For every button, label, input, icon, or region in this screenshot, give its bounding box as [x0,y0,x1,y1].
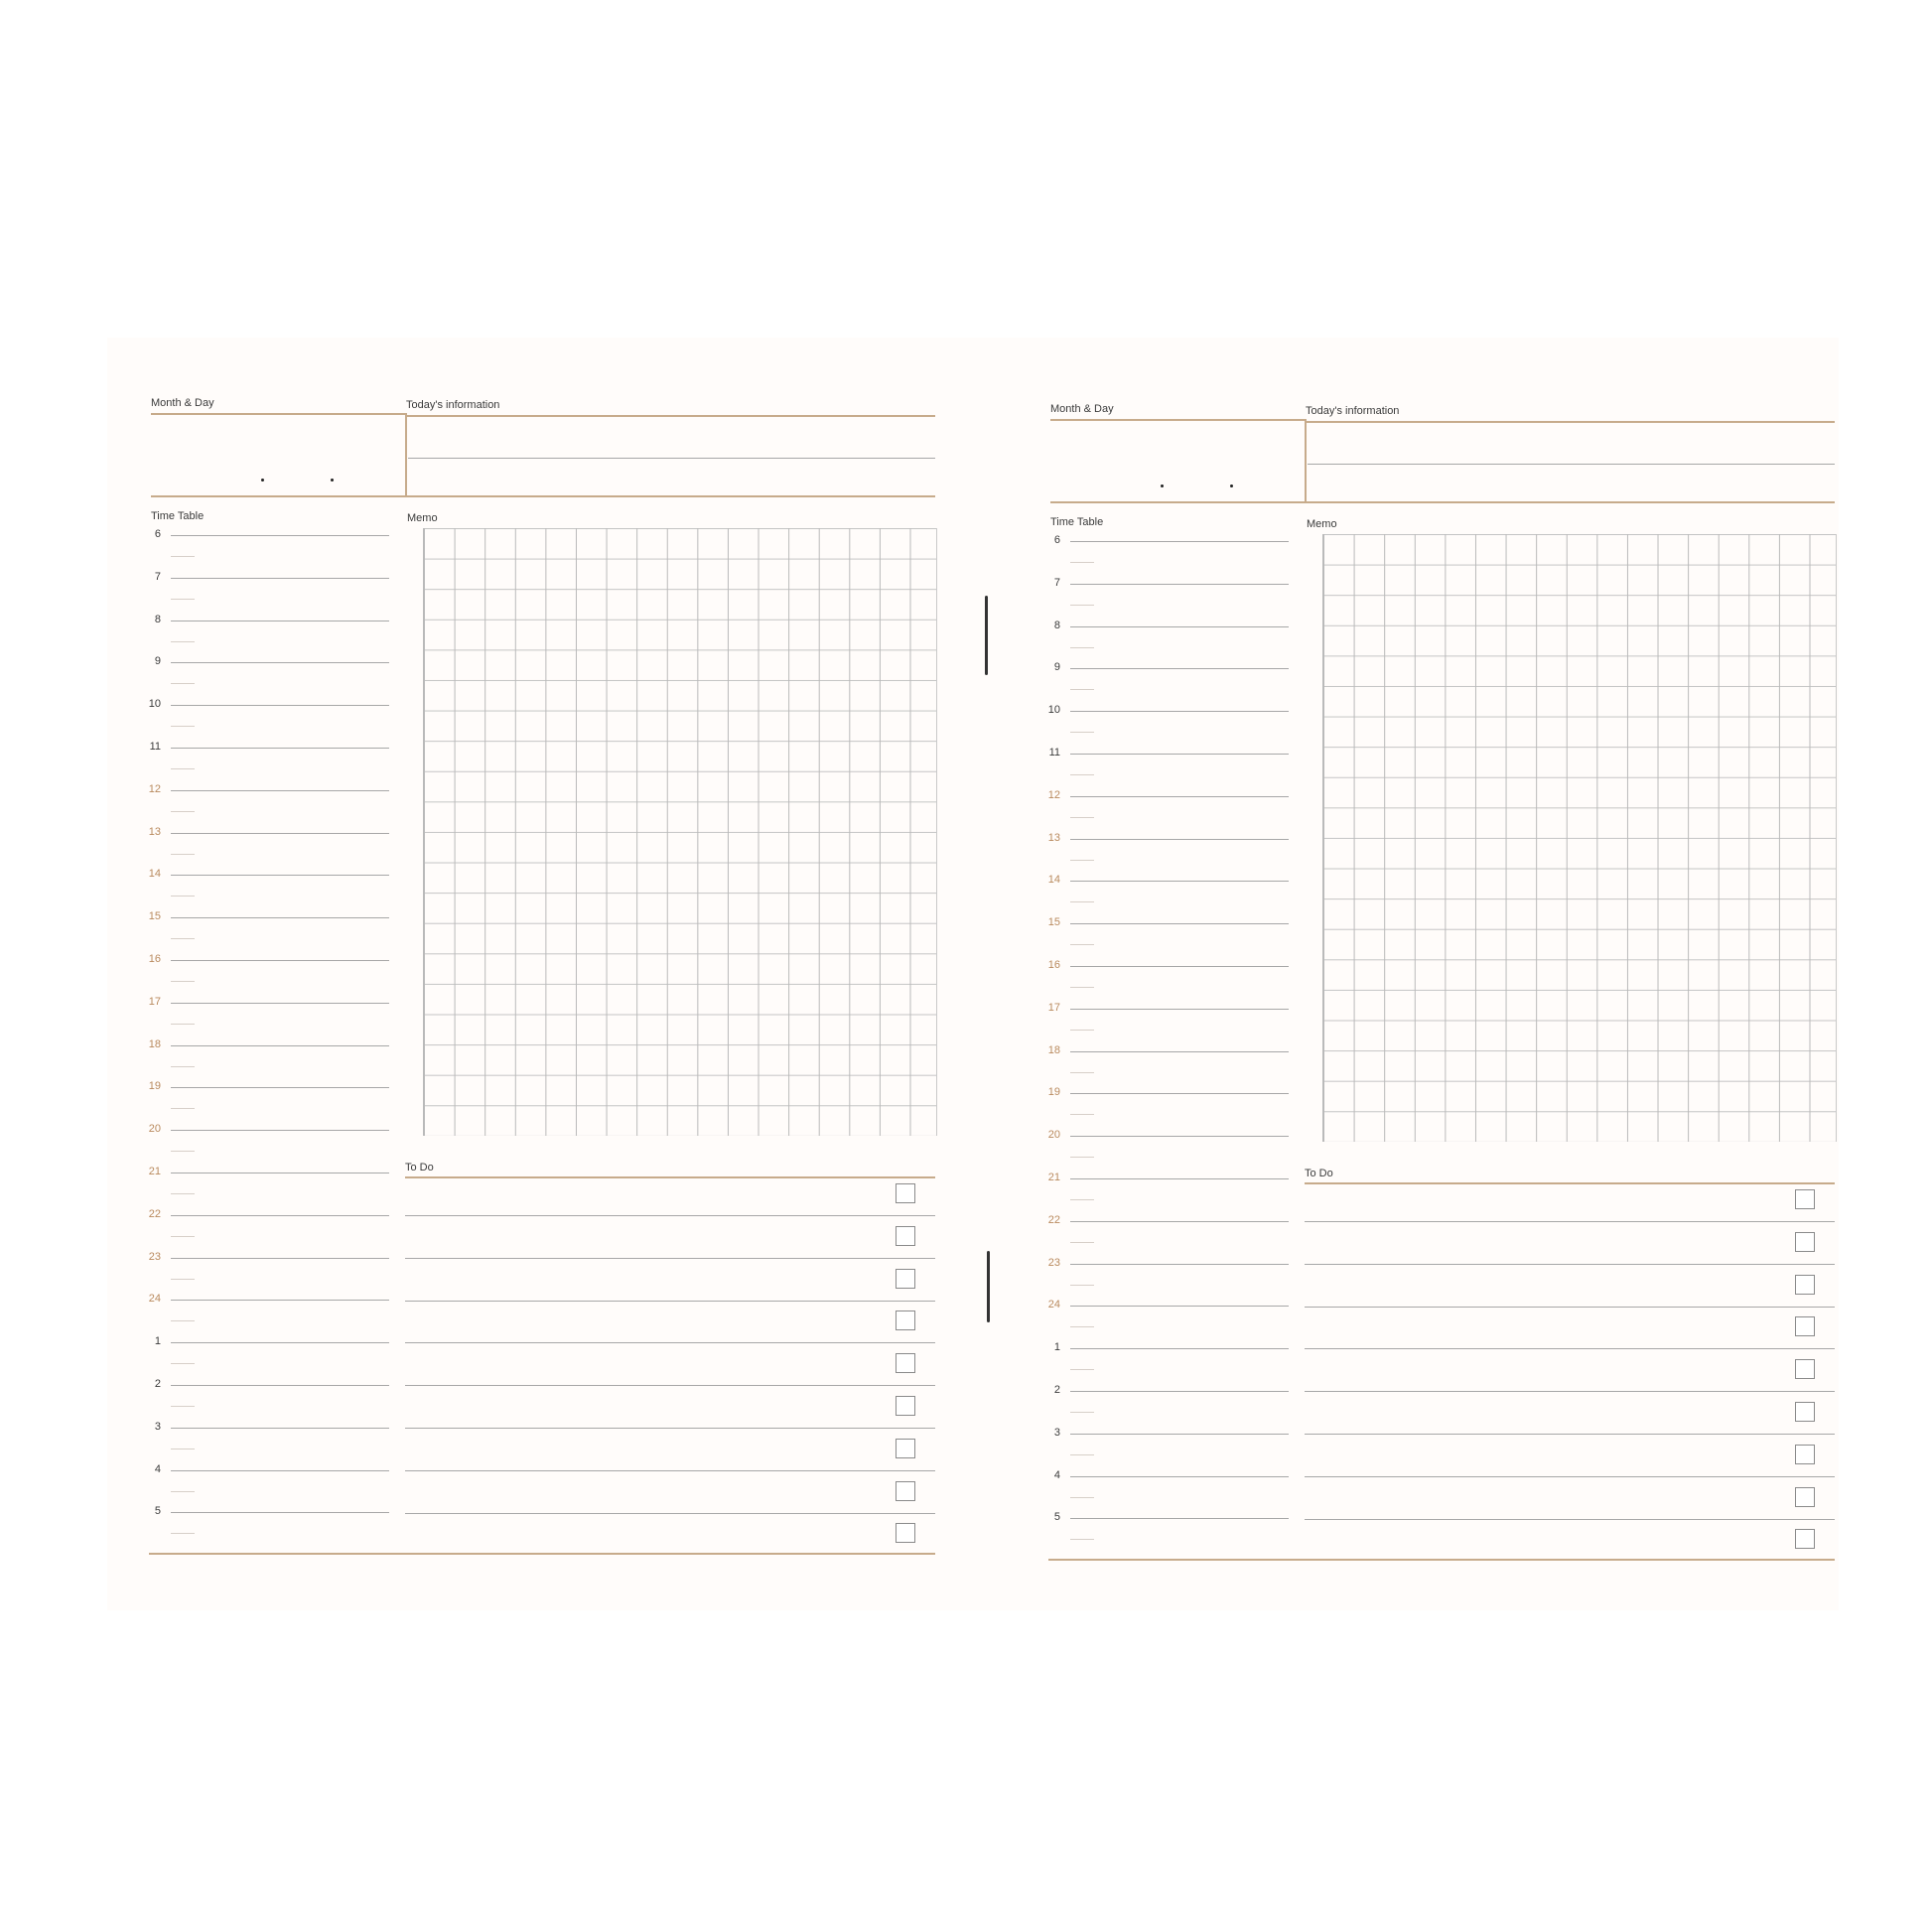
hour-line [1070,711,1289,712]
half-hour-tick [1070,1539,1094,1540]
hour-line [1070,1434,1289,1435]
half-hour-tick [171,1406,195,1407]
hour-label: 22 [148,1207,161,1220]
half-hour-tick [1070,647,1094,648]
hour-label: 19 [148,1080,161,1093]
half-hour-tick [171,1279,195,1280]
todo-checkbox[interactable] [896,1523,915,1543]
hour-label: 2 [154,1378,161,1390]
hour-line [171,1512,389,1513]
half-hour-tick [1070,1497,1094,1498]
hour-line [1070,1391,1289,1392]
half-hour-tick [171,1320,195,1321]
todo-checkbox[interactable] [896,1353,915,1373]
hour-label: 15 [1047,916,1060,929]
time-table-label: Time Table [151,510,205,522]
half-hour-tick [171,556,195,557]
hour-label: 23 [1047,1256,1060,1269]
hour-line [1070,1476,1289,1477]
todo-top-rule [1305,1182,1835,1184]
hour-line [171,960,389,961]
header-divider [405,413,407,496]
todo-label: To Do [1305,1168,1333,1179]
half-hour-tick [1070,1199,1094,1200]
hour-label: 11 [1048,747,1060,759]
hour-label: 13 [1047,831,1060,844]
hour-label: 1 [154,1335,161,1348]
half-hour-tick [1070,860,1094,861]
todo-line[interactable] [405,1258,935,1259]
hour-label: 9 [1053,661,1060,674]
hour-label: 11 [149,741,161,753]
hour-line [1070,1009,1289,1010]
hour-line [1070,923,1289,924]
hour-line [1070,1518,1289,1519]
half-hour-tick [1070,1242,1094,1243]
half-hour-tick [1070,774,1094,775]
half-hour-tick [1070,562,1094,563]
hour-line [171,578,389,579]
todays-info-underline [406,415,935,417]
half-hour-tick [1070,1454,1094,1455]
todo-checkbox[interactable] [1795,1445,1815,1464]
todo-line[interactable] [1305,1476,1835,1477]
half-hour-tick [1070,944,1094,945]
header-divider [1305,419,1307,502]
memo-grid[interactable] [1322,534,1837,1142]
half-hour-tick [171,811,195,812]
hour-line [1070,966,1289,967]
half-hour-tick [1070,1030,1094,1031]
hour-line [1070,1136,1289,1137]
todo-checkbox[interactable] [1795,1487,1815,1507]
memo-grid[interactable] [423,528,937,1136]
half-hour-tick [171,1151,195,1152]
hour-line [1070,626,1289,627]
date-dot-2 [1230,484,1233,487]
hour-label: 19 [1047,1086,1060,1099]
hour-line [171,790,389,791]
half-hour-tick [171,1491,195,1492]
half-hour-tick [171,599,195,600]
hour-label: 20 [1047,1129,1060,1142]
hour-line [1070,1221,1289,1222]
hour-label: 5 [1053,1511,1060,1524]
hour-label: 5 [154,1505,161,1518]
half-hour-tick [171,768,195,769]
hour-line [1070,796,1289,797]
todo-line[interactable] [1305,1221,1835,1222]
hour-label: 4 [1053,1468,1060,1481]
todo-checkbox[interactable] [1795,1189,1815,1209]
hour-label: 21 [1047,1172,1060,1183]
half-hour-tick [1070,1412,1094,1413]
half-hour-tick [1070,1114,1094,1115]
todo-checkbox[interactable] [896,1183,915,1203]
hour-label: 20 [148,1123,161,1136]
hour-label: 14 [148,868,161,881]
hour-line [171,1342,389,1343]
hour-line [171,1428,389,1429]
memo-label: Memo [1307,518,1337,530]
hour-line [171,1385,389,1386]
hour-line [171,662,389,663]
todays-info-line [408,458,935,459]
planner-page-right [1047,403,1845,1676]
hour-label: 6 [154,528,161,540]
hour-label: 17 [148,995,161,1008]
month-day-label: Month & Day [151,397,214,409]
todo-line[interactable] [405,1428,935,1429]
todo-checkbox[interactable] [896,1396,915,1416]
hour-label: 1 [1053,1341,1060,1354]
half-hour-tick [1070,689,1094,690]
todo-line[interactable] [1305,1348,1835,1349]
hour-line [1070,1306,1289,1307]
half-hour-tick [171,896,195,897]
hour-label: 17 [1047,1001,1060,1014]
half-hour-tick [1070,1157,1094,1158]
page-bottom-rule [1048,1559,1835,1561]
hour-line [1070,1348,1289,1349]
half-hour-tick [171,683,195,684]
memo-label: Memo [407,512,438,524]
hour-label: 22 [1047,1213,1060,1226]
date-dot-2 [331,479,334,482]
hour-label: 21 [148,1166,161,1177]
half-hour-tick [171,1236,195,1237]
half-hour-tick [171,1193,195,1194]
todo-line[interactable] [1305,1264,1835,1265]
todo-checkbox[interactable] [896,1311,915,1330]
planner-spread [107,338,1839,1610]
todo-line[interactable] [1305,1307,1835,1308]
hour-line [171,1130,389,1131]
half-hour-tick [171,641,195,642]
hour-label: 7 [1053,576,1060,589]
hour-label: 7 [154,570,161,583]
hour-line [1070,881,1289,882]
todo-line[interactable] [1305,1434,1835,1435]
hour-line [171,1003,389,1004]
half-hour-tick [1070,732,1094,733]
hour-line [171,1087,389,1088]
todays-info-line [1308,464,1835,465]
todo-line[interactable] [1305,1519,1835,1520]
header-bottom-rule [1050,501,1835,503]
todo-checkbox[interactable] [1795,1275,1815,1295]
hour-line [171,705,389,706]
todo-line[interactable] [405,1215,935,1216]
todays-info-label: Today's information [406,399,500,411]
half-hour-tick [171,1066,195,1067]
hour-line [171,748,389,749]
time-table-label: Time Table [1050,516,1104,528]
hour-label: 16 [1047,959,1060,971]
hour-line [1070,754,1289,755]
todays-info-underline [1306,421,1835,423]
hour-label: 24 [148,1293,161,1306]
binder-ring-bottom [987,1251,990,1322]
todo-label: To Do [405,1162,434,1173]
hour-line [171,1258,389,1259]
todo-line[interactable] [405,1513,935,1514]
hour-line [171,535,389,536]
hour-label: 4 [154,1462,161,1475]
hour-label: 13 [148,825,161,838]
hour-label: 12 [1047,788,1060,801]
todo-checkbox[interactable] [1795,1402,1815,1422]
hour-label: 18 [1047,1043,1060,1056]
todo-checkbox[interactable] [1795,1359,1815,1379]
header-bottom-rule [151,495,935,497]
hour-label: 3 [154,1420,161,1433]
hour-label: 12 [148,782,161,795]
todo-checkbox[interactable] [1795,1232,1815,1252]
half-hour-tick [171,1533,195,1534]
todo-line[interactable] [405,1342,935,1343]
half-hour-tick [1070,987,1094,988]
binder-ring-top [985,596,988,675]
hour-line [1070,839,1289,840]
hour-line [1070,1178,1289,1179]
hour-label: 2 [1053,1384,1060,1396]
hour-label: 8 [1053,619,1060,631]
half-hour-tick [1070,1072,1094,1073]
hour-line [171,917,389,918]
hour-label: 6 [1053,534,1060,546]
hour-label: 9 [154,655,161,668]
hour-line [171,1470,389,1471]
hour-label: 8 [154,613,161,625]
hour-line [1070,1093,1289,1094]
hour-label: 23 [148,1250,161,1263]
half-hour-tick [1070,1369,1094,1370]
todo-checkbox[interactable] [896,1439,915,1458]
month-day-underline [151,413,406,415]
hour-label: 16 [148,953,161,965]
planner-page-left [148,397,945,1670]
hour-line [1070,584,1289,585]
half-hour-tick [1070,1285,1094,1286]
half-hour-tick [1070,605,1094,606]
half-hour-tick [171,938,195,939]
date-dot-1 [261,479,264,482]
hour-line [1070,1264,1289,1265]
hour-label: 3 [1053,1426,1060,1439]
hour-line [1070,668,1289,669]
hour-line [171,1300,389,1301]
hour-line [171,833,389,834]
half-hour-tick [1070,901,1094,902]
hour-label: 10 [1047,704,1060,717]
hour-label: 18 [148,1037,161,1050]
hour-label: 24 [1047,1299,1060,1311]
hour-label: 14 [1047,874,1060,887]
todo-top-rule [405,1176,935,1178]
page-bottom-rule [149,1553,935,1555]
half-hour-tick [171,1024,195,1025]
todo-line[interactable] [405,1470,935,1471]
hour-line [171,1215,389,1216]
hour-label: 15 [148,910,161,923]
hour-label: 10 [148,698,161,711]
hour-line [1070,541,1289,542]
hour-line [1070,1051,1289,1052]
half-hour-tick [171,1363,195,1364]
half-hour-tick [1070,817,1094,818]
half-hour-tick [171,1108,195,1109]
date-dot-1 [1161,484,1164,487]
todo-line[interactable] [1305,1391,1835,1392]
half-hour-tick [171,854,195,855]
half-hour-tick [171,726,195,727]
hour-line [171,875,389,876]
todo-line[interactable] [405,1301,935,1302]
half-hour-tick [1070,1326,1094,1327]
todo-checkbox[interactable] [896,1269,915,1289]
todo-checkbox[interactable] [1795,1529,1815,1549]
month-day-underline [1050,419,1306,421]
todo-checkbox[interactable] [1795,1316,1815,1336]
todays-info-label: Today's information [1306,405,1400,417]
hour-line [171,1045,389,1046]
todo-checkbox[interactable] [896,1226,915,1246]
month-day-label: Month & Day [1050,403,1114,415]
todo-checkbox[interactable] [896,1481,915,1501]
half-hour-tick [171,981,195,982]
todo-line[interactable] [405,1385,935,1386]
